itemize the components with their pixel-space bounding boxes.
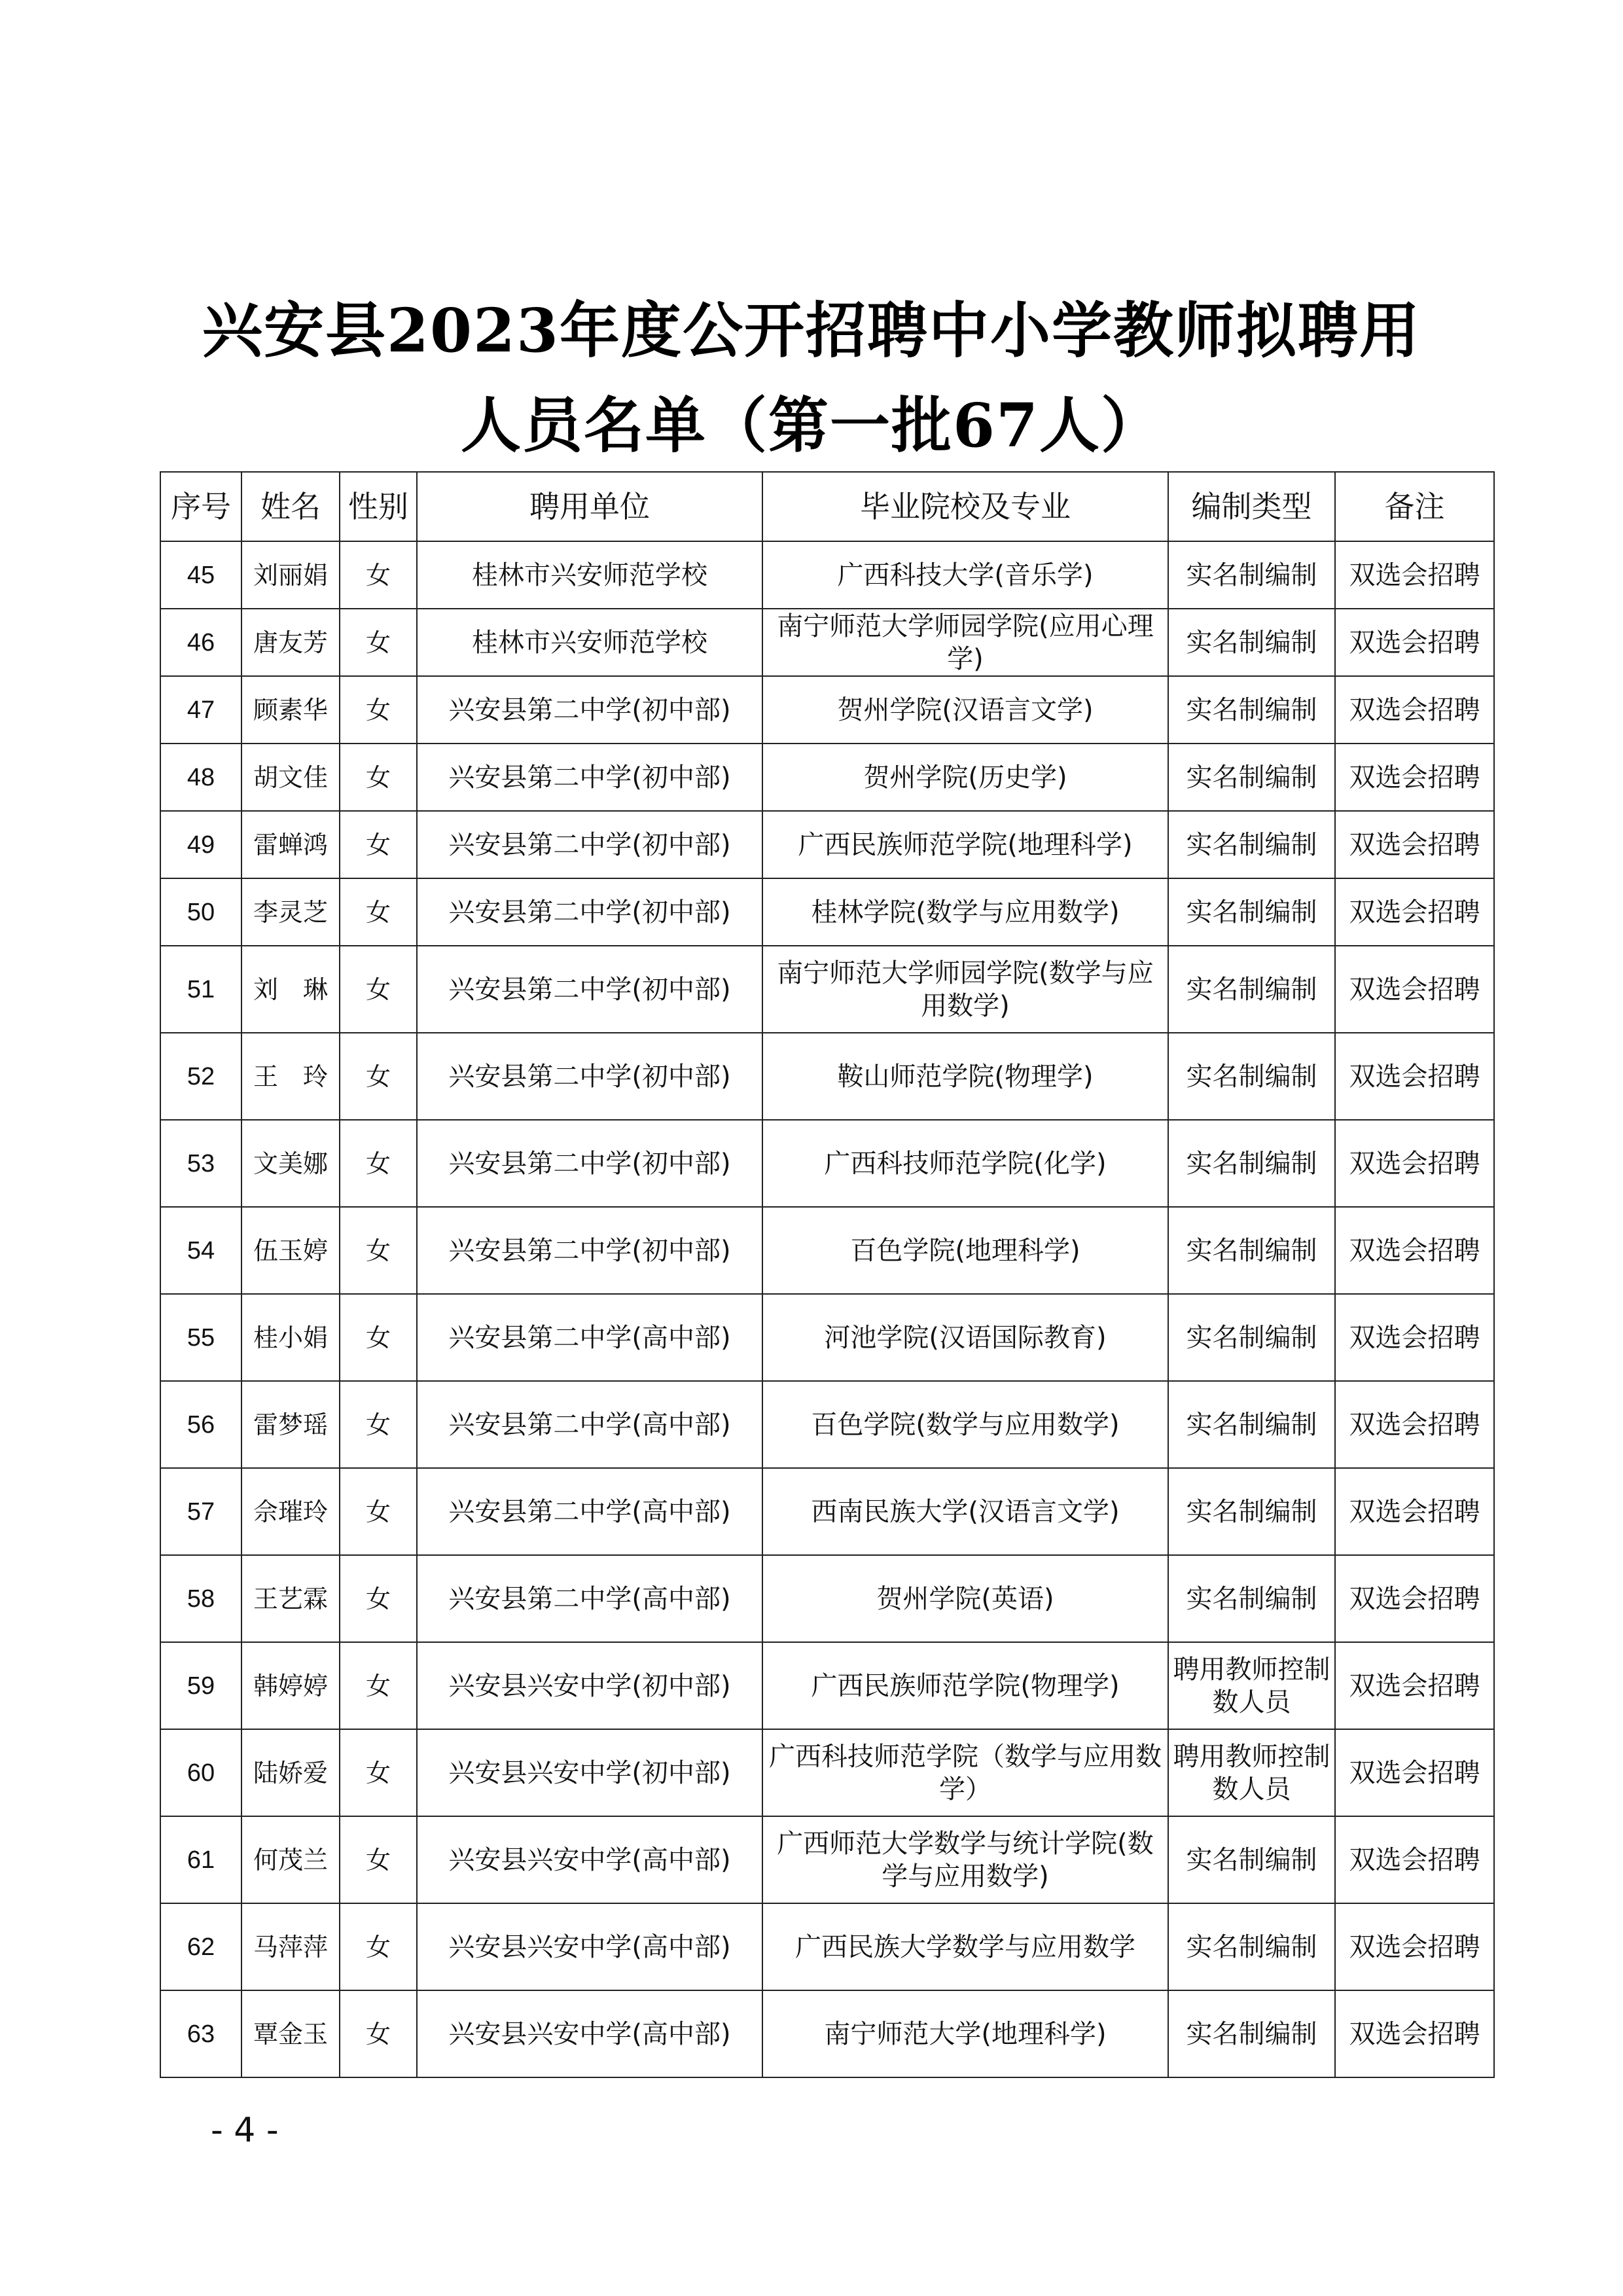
cell-seq: 58 — [160, 1555, 241, 1642]
cell-name: 伍玉婷 — [241, 1207, 340, 1294]
table-row — [160, 541, 1494, 609]
cell-staff-type: 实名制编制 — [1168, 1990, 1335, 2077]
cell-unit: 桂林市兴安师范学校 — [417, 609, 762, 676]
cell-school-major: 广西民族师范学院(地理科学) — [762, 811, 1168, 878]
cell-remark: 双选会招聘 — [1335, 1729, 1494, 1816]
cell-staff-type: 实名制编制 — [1168, 676, 1335, 744]
cell-remark: 双选会招聘 — [1335, 1033, 1494, 1120]
cell-remark: 双选会招聘 — [1335, 1294, 1494, 1381]
cell-remark: 双选会招聘 — [1335, 946, 1494, 1033]
cell-name: 雷梦瑶 — [241, 1381, 340, 1468]
cell-seq: 49 — [160, 811, 241, 878]
cell-unit: 兴安县第二中学(高中部) — [417, 1468, 762, 1555]
page-number: - 4 - — [211, 2111, 279, 2150]
table-row — [160, 1903, 1494, 1990]
cell-school-major: 广西民族师范学院(物理学) — [762, 1642, 1168, 1729]
cell-remark: 双选会招聘 — [1335, 811, 1494, 878]
cell-gender: 女 — [340, 541, 417, 609]
cell-unit: 兴安县第二中学(高中部) — [417, 1381, 762, 1468]
cell-seq: 61 — [160, 1816, 241, 1903]
cell-staff-type: 聘用教师控制数人员 — [1168, 1642, 1335, 1729]
cell-gender: 女 — [340, 1120, 417, 1207]
table-row — [160, 1294, 1494, 1381]
cell-gender: 女 — [340, 609, 417, 676]
cell-remark: 双选会招聘 — [1335, 1207, 1494, 1294]
cell-name: 唐友芳 — [241, 609, 340, 676]
table-row — [160, 946, 1494, 1033]
cell-remark: 双选会招聘 — [1335, 541, 1494, 609]
table-row — [160, 811, 1494, 878]
table-row — [160, 1033, 1494, 1120]
cell-seq: 63 — [160, 1990, 241, 2077]
cell-school-major: 南宁师范大学(地理科学) — [762, 1990, 1168, 2077]
cell-staff-type: 实名制编制 — [1168, 946, 1335, 1033]
cell-gender: 女 — [340, 1207, 417, 1294]
table-row — [160, 878, 1494, 946]
cell-name: 文美娜 — [241, 1120, 340, 1207]
cell-gender: 女 — [340, 1033, 417, 1120]
cell-school-major: 南宁师范大学师园学院(数学与应用数学) — [762, 946, 1168, 1033]
cell-gender: 女 — [340, 1294, 417, 1381]
cell-gender: 女 — [340, 1468, 417, 1555]
cell-gender: 女 — [340, 878, 417, 946]
cell-name: 李灵芝 — [241, 878, 340, 946]
cell-name: 王艺霖 — [241, 1555, 340, 1642]
cell-unit: 兴安县第二中学(初中部) — [417, 1033, 762, 1120]
cell-unit: 兴安县第二中学(初中部) — [417, 1120, 762, 1207]
cell-staff-type: 实名制编制 — [1168, 1294, 1335, 1381]
cell-unit: 兴安县第二中学(初中部) — [417, 946, 762, 1033]
cell-seq: 51 — [160, 946, 241, 1033]
cell-school-major: 广西科技师范学院（数学与应用数学） — [762, 1729, 1168, 1816]
header-unit: 聘用单位 — [417, 472, 762, 541]
cell-gender: 女 — [340, 1903, 417, 1990]
cell-staff-type: 实名制编制 — [1168, 609, 1335, 676]
cell-remark: 双选会招聘 — [1335, 878, 1494, 946]
cell-unit: 兴安县兴安中学(初中部) — [417, 1642, 762, 1729]
cell-name: 刘丽娟 — [241, 541, 340, 609]
cell-name: 佘璀玲 — [241, 1468, 340, 1555]
cell-name: 韩婷婷 — [241, 1642, 340, 1729]
cell-seq: 45 — [160, 541, 241, 609]
table-row — [160, 676, 1494, 744]
cell-gender: 女 — [340, 676, 417, 744]
cell-unit: 兴安县第二中学(高中部) — [417, 1294, 762, 1381]
table-row — [160, 1729, 1494, 1816]
cell-remark: 双选会招聘 — [1335, 676, 1494, 744]
cell-school-major: 贺州学院(历史学) — [762, 744, 1168, 811]
cell-school-major: 贺州学院(汉语言文学) — [762, 676, 1168, 744]
cell-unit: 兴安县兴安中学(高中部) — [417, 1990, 762, 2077]
cell-seq: 53 — [160, 1120, 241, 1207]
cell-name: 王 玲 — [241, 1033, 340, 1120]
cell-seq: 60 — [160, 1729, 241, 1816]
header-remark: 备注 — [1335, 472, 1494, 541]
cell-remark: 双选会招聘 — [1335, 1642, 1494, 1729]
table-row — [160, 1381, 1494, 1468]
cell-staff-type: 实名制编制 — [1168, 744, 1335, 811]
cell-staff-type: 实名制编制 — [1168, 1120, 1335, 1207]
cell-gender: 女 — [340, 811, 417, 878]
cell-name: 雷蝉鸿 — [241, 811, 340, 878]
cell-seq: 56 — [160, 1381, 241, 1468]
cell-staff-type: 实名制编制 — [1168, 811, 1335, 878]
cell-gender: 女 — [340, 1555, 417, 1642]
cell-gender: 女 — [340, 1642, 417, 1729]
cell-school-major: 广西科技大学(音乐学) — [762, 541, 1168, 609]
cell-gender: 女 — [340, 1381, 417, 1468]
header-staff-type: 编制类型 — [1168, 472, 1335, 541]
cell-remark: 双选会招聘 — [1335, 1816, 1494, 1903]
table-row — [160, 1120, 1494, 1207]
table-header-row — [160, 472, 1494, 541]
cell-unit: 兴安县第二中学(初中部) — [417, 744, 762, 811]
cell-staff-type: 实名制编制 — [1168, 1033, 1335, 1120]
cell-gender: 女 — [340, 1729, 417, 1816]
cell-gender: 女 — [340, 1990, 417, 2077]
cell-name: 顾素华 — [241, 676, 340, 744]
cell-name: 桂小娟 — [241, 1294, 340, 1381]
cell-staff-type: 实名制编制 — [1168, 1903, 1335, 1990]
cell-name: 刘 琳 — [241, 946, 340, 1033]
cell-gender: 女 — [340, 744, 417, 811]
header-gender: 性别 — [340, 472, 417, 541]
cell-remark: 双选会招聘 — [1335, 1903, 1494, 1990]
cell-school-major: 广西师范大学数学与统计学院(数学与应用数学) — [762, 1816, 1168, 1903]
cell-school-major: 贺州学院(英语) — [762, 1555, 1168, 1642]
cell-unit: 兴安县兴安中学(高中部) — [417, 1903, 762, 1990]
cell-remark: 双选会招聘 — [1335, 1381, 1494, 1468]
cell-seq: 62 — [160, 1903, 241, 1990]
cell-gender: 女 — [340, 1816, 417, 1903]
document-title-line2: 人员名单（第一批67人） — [460, 390, 1163, 461]
cell-name: 胡文佳 — [241, 744, 340, 811]
table-row — [160, 1468, 1494, 1555]
cell-staff-type: 实名制编制 — [1168, 541, 1335, 609]
cell-name: 覃金玉 — [241, 1990, 340, 2077]
cell-staff-type: 实名制编制 — [1168, 1816, 1335, 1903]
cell-school-major: 西南民族大学(汉语言文学) — [762, 1468, 1168, 1555]
cell-school-major: 百色学院(数学与应用数学) — [762, 1381, 1168, 1468]
table-row — [160, 1207, 1494, 1294]
cell-school-major: 广西民族大学数学与应用数学 — [762, 1903, 1168, 1990]
cell-staff-type: 聘用教师控制数人员 — [1168, 1729, 1335, 1816]
cell-school-major: 桂林学院(数学与应用数学) — [762, 878, 1168, 946]
cell-unit: 兴安县第二中学(初中部) — [417, 878, 762, 946]
cell-remark: 双选会招聘 — [1335, 1990, 1494, 2077]
cell-school-major: 河池学院(汉语国际教育) — [762, 1294, 1168, 1381]
cell-remark: 双选会招聘 — [1335, 1468, 1494, 1555]
cell-seq: 52 — [160, 1033, 241, 1120]
cell-seq: 48 — [160, 744, 241, 811]
hire-list-table — [160, 471, 1495, 2078]
cell-seq: 55 — [160, 1294, 241, 1381]
header-name: 姓名 — [241, 472, 340, 541]
cell-unit: 兴安县第二中学(初中部) — [417, 676, 762, 744]
table-row — [160, 1990, 1494, 2077]
cell-unit: 兴安县第二中学(高中部) — [417, 1555, 762, 1642]
cell-staff-type: 实名制编制 — [1168, 1468, 1335, 1555]
cell-school-major: 南宁师范大学师园学院(应用心理学) — [762, 609, 1168, 676]
table-row — [160, 609, 1494, 676]
cell-name: 陆娇爱 — [241, 1729, 340, 1816]
cell-staff-type: 实名制编制 — [1168, 878, 1335, 946]
cell-unit: 兴安县兴安中学(高中部) — [417, 1816, 762, 1903]
cell-school-major: 百色学院(地理科学) — [762, 1207, 1168, 1294]
cell-remark: 双选会招聘 — [1335, 1555, 1494, 1642]
cell-seq: 47 — [160, 676, 241, 744]
cell-remark: 双选会招聘 — [1335, 744, 1494, 811]
cell-remark: 双选会招聘 — [1335, 609, 1494, 676]
cell-unit: 兴安县第二中学(初中部) — [417, 811, 762, 878]
header-school-major: 毕业院校及专业 — [762, 472, 1168, 541]
header-seq: 序号 — [160, 472, 241, 541]
cell-unit: 桂林市兴安师范学校 — [417, 541, 762, 609]
cell-seq: 46 — [160, 609, 241, 676]
cell-school-major: 广西科技师范学院(化学) — [762, 1120, 1168, 1207]
cell-gender: 女 — [340, 946, 417, 1033]
cell-name: 马萍萍 — [241, 1903, 340, 1990]
cell-staff-type: 实名制编制 — [1168, 1555, 1335, 1642]
document-title-line1: 兴安县2023年度公开招聘中小学教师拟聘用 — [202, 295, 1421, 366]
cell-school-major: 鞍山师范学院(物理学) — [762, 1033, 1168, 1120]
table-row — [160, 744, 1494, 811]
cell-seq: 59 — [160, 1642, 241, 1729]
table-row — [160, 1555, 1494, 1642]
table-row — [160, 1816, 1494, 1903]
cell-remark: 双选会招聘 — [1335, 1120, 1494, 1207]
cell-name: 何茂兰 — [241, 1816, 340, 1903]
cell-unit: 兴安县第二中学(初中部) — [417, 1207, 762, 1294]
cell-unit: 兴安县兴安中学(初中部) — [417, 1729, 762, 1816]
cell-seq: 54 — [160, 1207, 241, 1294]
cell-staff-type: 实名制编制 — [1168, 1207, 1335, 1294]
cell-staff-type: 实名制编制 — [1168, 1381, 1335, 1468]
cell-seq: 50 — [160, 878, 241, 946]
table-row — [160, 1642, 1494, 1729]
cell-seq: 57 — [160, 1468, 241, 1555]
